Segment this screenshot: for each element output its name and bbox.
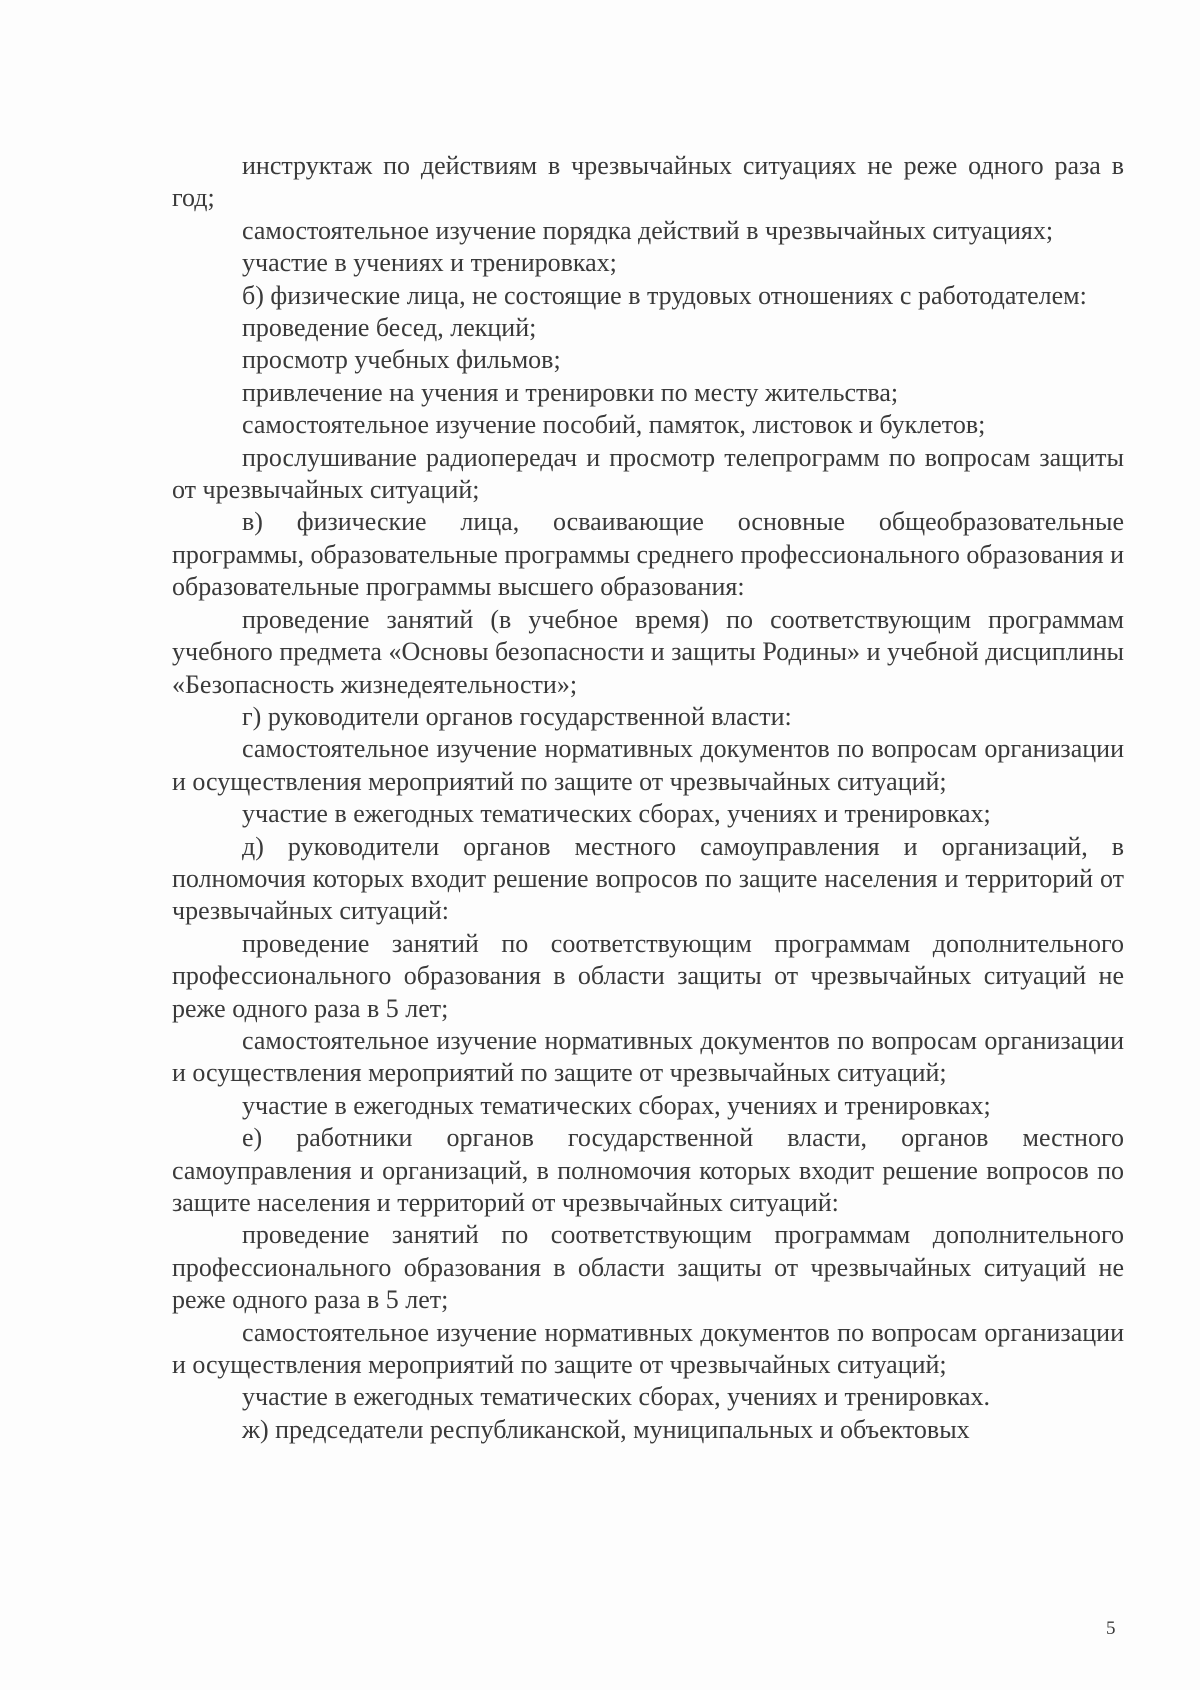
paragraph: самостоятельное изучение порядка действий в чрезвычайных ситуациях; xyxy=(242,215,1054,245)
page-number: 5 xyxy=(1106,1618,1116,1639)
paragraph: самостоятельное изучение нормативных документов по вопросам организации и осуществления мероприятий по защите от чрезвычайных ситуаций; xyxy=(172,734,1124,796)
paragraph: самостоятельное изучение нормативных документов по вопросам организации и осуществления мероприятий по защите от чрезвычайных ситуаций; xyxy=(172,1317,1124,1380)
paragraph: прослушивание радиопередач и просмотр телепрограмм по вопросам защиты от чрезвычайных ситуаций; xyxy=(172,442,1124,505)
paragraph: проведение занятий по соответствующим программам дополнительного профессионального образования в области защиты от чрезвычайных ситуаций не реже одного раза в 5 лет; xyxy=(172,928,1124,1023)
paragraph: участие в ежегодных тематических сборах, учениях и тренировках; xyxy=(242,799,991,829)
paragraph: привлечение на учения и тренировки по месту жительства; xyxy=(242,377,899,407)
paragraph: инструктаж по действиям в чрезвычайных ситуациях не реже одного раза в год; xyxy=(172,151,1124,213)
paragraph: г) руководители органов государственной власти: xyxy=(242,701,792,731)
paragraph: проведение занятий по соответствующим программам дополнительного профессионального образования в области защиты от чрезвычайных ситуаций не реже одного раза в 5 лет; xyxy=(172,1220,1124,1315)
paragraph: д) руководители органов местного самоуправления и организаций, в полномочия которых входит решение вопросов по защите населения и территорий от чрезвычайных ситуаций: xyxy=(172,831,1124,926)
paragraph: е) работники органов государственной власти, органов местного самоуправления и организаций, в полномочия которых входит решение вопросов по защите населения и территорий от чрезвычайных ситуаций: xyxy=(172,1123,1124,1217)
paragraph: участие в ежегодных тематических сборах, учениях и тренировках. xyxy=(242,1382,991,1412)
document-body xyxy=(172,150,1124,1446)
paragraph: б) физические лица, не состоящие в трудовых отношениях с работодателем: xyxy=(242,280,1087,310)
paragraph: участие в учениях и тренировках; xyxy=(242,248,617,278)
paragraph: участие в ежегодных тематических сборах, учениях и тренировках; xyxy=(242,1090,991,1120)
paragraph: в) физические лица, осваивающие основные общеобразовательные программы, образовательные программы среднего профессионального образования и образовательные программы высшего образования: xyxy=(172,507,1124,602)
paragraph: самостоятельное изучение пособий, памяток, листовок и буклетов; xyxy=(242,410,986,440)
paragraph: самостоятельное изучение нормативных документов по вопросам организации и осуществления мероприятий по защите от чрезвычайных ситуаций; xyxy=(172,1025,1124,1088)
paragraph: проведение бесед, лекций; xyxy=(242,313,537,343)
paragraph: ж) председатели республиканской, муниципальных и объектовых xyxy=(242,1414,970,1444)
paragraph: просмотр учебных фильмов; xyxy=(242,345,561,375)
paragraph: проведение занятий (в учебное время) по соответствующим программам учебного предмета «Основы безопасности и защиты Родины» и учебной дисциплины «Безопасность жизнедеятельности»; xyxy=(172,604,1124,699)
